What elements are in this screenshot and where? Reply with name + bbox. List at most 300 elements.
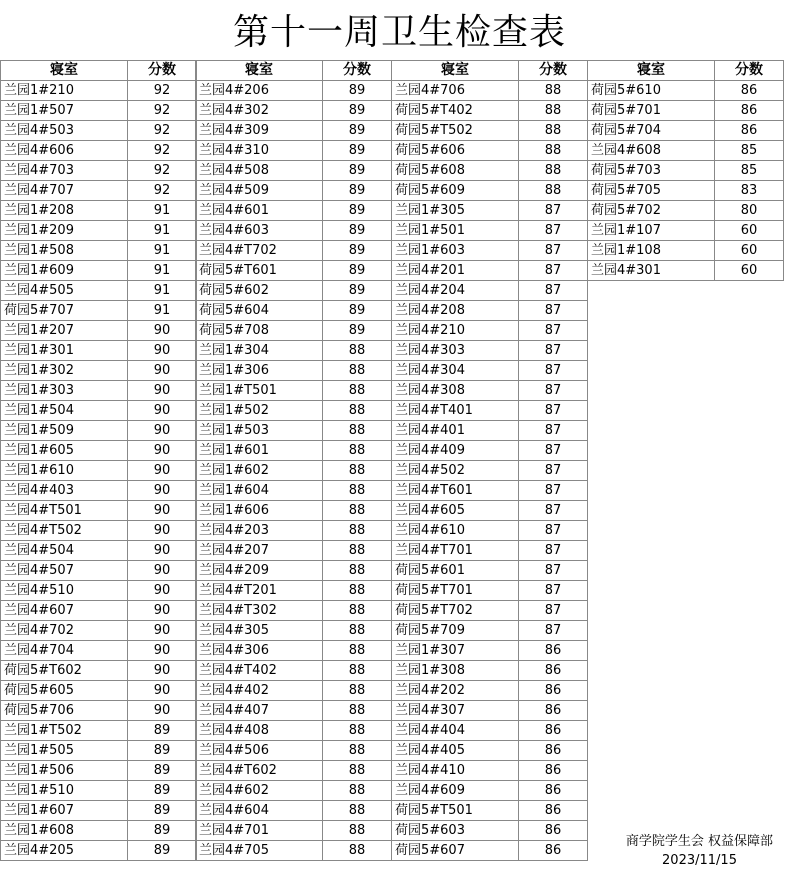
score-cell: 90 <box>128 341 197 361</box>
score-cell: 89 <box>128 801 197 821</box>
table-row <box>392 501 588 521</box>
room-cell: 兰园1#308 <box>392 661 519 681</box>
score-cell: 91 <box>128 301 197 321</box>
room-cell: 兰园4#305 <box>196 621 323 641</box>
table-row <box>392 221 588 241</box>
room-cell: 兰园4#403 <box>1 481 128 501</box>
score-cell: 89 <box>323 181 392 201</box>
score-cell: 88 <box>323 781 392 801</box>
table-row <box>196 681 392 701</box>
score-cell: 89 <box>128 721 197 741</box>
score-cell: 88 <box>323 601 392 621</box>
room-cell: 兰园4#208 <box>392 301 519 321</box>
room-cell: 兰园4#610 <box>392 521 519 541</box>
table-row <box>196 121 392 141</box>
score-cell: 86 <box>519 801 588 821</box>
score-table-col-2 <box>195 60 392 861</box>
score-cell: 88 <box>323 421 392 441</box>
table-row <box>392 161 588 181</box>
table-row <box>392 341 588 361</box>
score-cell: 87 <box>519 241 588 261</box>
table-row <box>196 441 392 461</box>
room-cell: 荷园5#708 <box>196 321 323 341</box>
table-row <box>1 441 197 461</box>
score-cell: 86 <box>519 641 588 661</box>
table-row <box>196 281 392 301</box>
table-row <box>196 201 392 221</box>
table-row <box>196 341 392 361</box>
score-cell: 89 <box>128 841 197 861</box>
room-cell: 荷园5#T702 <box>392 601 519 621</box>
score-cell: 91 <box>128 281 197 301</box>
score-cell: 88 <box>323 341 392 361</box>
table-header-row <box>1 61 197 81</box>
table-row <box>1 201 197 221</box>
score-cell: 83 <box>715 181 784 201</box>
room-cell: 兰园4#301 <box>588 261 715 281</box>
table-row <box>1 681 197 701</box>
room-cell: 兰园1#301 <box>1 341 128 361</box>
table-header-row <box>392 61 588 81</box>
room-cell: 兰园1#604 <box>196 481 323 501</box>
table-row <box>588 221 784 241</box>
room-cell: 兰园1#108 <box>588 241 715 261</box>
room-cell: 兰园1#608 <box>1 821 128 841</box>
table-row <box>1 781 197 801</box>
score-cell: 89 <box>323 101 392 121</box>
score-cell: 87 <box>519 481 588 501</box>
score-cell: 88 <box>323 441 392 461</box>
room-cell: 兰园4#307 <box>392 701 519 721</box>
score-cell: 90 <box>128 361 197 381</box>
score-cell: 90 <box>128 461 197 481</box>
table-row <box>1 381 197 401</box>
score-cell: 86 <box>519 841 588 861</box>
room-cell: 兰园4#705 <box>196 841 323 861</box>
score-cell: 87 <box>519 541 588 561</box>
score-cell: 88 <box>323 521 392 541</box>
header-room: 寝室 <box>1 61 128 81</box>
room-cell: 兰园1#507 <box>1 101 128 121</box>
room-cell: 兰园1#307 <box>392 641 519 661</box>
score-cell: 88 <box>323 361 392 381</box>
score-table-col-3 <box>391 60 588 861</box>
table-row <box>196 721 392 741</box>
table-row <box>588 241 784 261</box>
table-row <box>196 501 392 521</box>
table-row <box>392 701 588 721</box>
table-row <box>1 801 197 821</box>
header-score: 分数 <box>128 61 197 81</box>
score-cell: 88 <box>323 821 392 841</box>
room-cell: 兰园4#204 <box>392 281 519 301</box>
score-cell: 88 <box>323 801 392 821</box>
room-cell: 兰园4#308 <box>392 381 519 401</box>
table-row <box>392 481 588 501</box>
score-cell: 60 <box>715 221 784 241</box>
table-row <box>1 741 197 761</box>
room-cell: 兰园1#208 <box>1 201 128 221</box>
room-cell: 兰园1#506 <box>1 761 128 781</box>
score-cell: 86 <box>519 721 588 741</box>
room-cell: 兰园4#T602 <box>196 761 323 781</box>
table-row <box>588 261 784 281</box>
score-cell: 88 <box>519 81 588 101</box>
room-cell: 兰园4#207 <box>196 541 323 561</box>
room-cell: 荷园5#706 <box>1 701 128 721</box>
score-cell: 88 <box>323 641 392 661</box>
table-row <box>1 761 197 781</box>
room-cell: 兰园1#505 <box>1 741 128 761</box>
table-row <box>196 801 392 821</box>
score-cell: 90 <box>128 681 197 701</box>
table-row <box>1 841 197 861</box>
table-row <box>1 121 197 141</box>
room-cell: 兰园1#209 <box>1 221 128 241</box>
score-cell: 87 <box>519 461 588 481</box>
table-row <box>1 321 197 341</box>
score-cell: 88 <box>323 661 392 681</box>
table-row <box>392 141 588 161</box>
header-score: 分数 <box>519 61 588 81</box>
score-cell: 87 <box>519 381 588 401</box>
room-cell: 兰园4#T601 <box>392 481 519 501</box>
score-cell: 89 <box>323 261 392 281</box>
table-row <box>196 561 392 581</box>
room-cell: 荷园5#608 <box>392 161 519 181</box>
room-cell: 兰园4#402 <box>196 681 323 701</box>
score-cell: 90 <box>128 701 197 721</box>
footer <box>600 832 799 870</box>
score-cell: 88 <box>323 721 392 741</box>
score-cell: 89 <box>323 81 392 101</box>
footer-org: 商学院学生会 权益保障部 <box>625 834 774 849</box>
room-cell: 兰园4#507 <box>1 561 128 581</box>
table-row <box>1 101 197 121</box>
table-header-row <box>588 61 784 81</box>
room-cell: 兰园4#401 <box>392 421 519 441</box>
table-row <box>392 101 588 121</box>
score-cell: 90 <box>128 421 197 441</box>
table-row <box>392 241 588 261</box>
room-cell: 荷园5#602 <box>196 281 323 301</box>
score-cell: 88 <box>323 481 392 501</box>
score-cell: 90 <box>128 481 197 501</box>
score-cell: 87 <box>519 441 588 461</box>
table-row <box>1 141 197 161</box>
table-row <box>196 401 392 421</box>
table-row <box>392 361 588 381</box>
score-cell: 89 <box>128 821 197 841</box>
score-cell: 89 <box>128 781 197 801</box>
room-cell: 荷园5#T502 <box>392 121 519 141</box>
table-row <box>1 241 197 261</box>
table-row <box>392 301 588 321</box>
room-cell: 兰园4#T701 <box>392 541 519 561</box>
room-cell: 兰园1#303 <box>1 381 128 401</box>
table-row <box>1 261 197 281</box>
room-cell: 兰园1#502 <box>196 401 323 421</box>
score-cell: 88 <box>323 701 392 721</box>
table-row <box>392 761 588 781</box>
room-cell: 兰园4#504 <box>1 541 128 561</box>
table-row <box>1 461 197 481</box>
table-row <box>392 801 588 821</box>
score-cell: 89 <box>323 321 392 341</box>
room-cell: 兰园1#207 <box>1 321 128 341</box>
score-cell: 87 <box>519 501 588 521</box>
table-row <box>588 141 784 161</box>
table-row <box>1 641 197 661</box>
score-cell: 90 <box>128 661 197 681</box>
table-row <box>196 221 392 241</box>
score-cell: 87 <box>519 341 588 361</box>
room-cell: 荷园5#609 <box>392 181 519 201</box>
score-cell: 90 <box>128 621 197 641</box>
table-row <box>392 381 588 401</box>
score-cell: 88 <box>323 501 392 521</box>
table-row <box>392 81 588 101</box>
score-cell: 88 <box>519 161 588 181</box>
table-row <box>196 161 392 181</box>
score-cell: 90 <box>128 521 197 541</box>
score-cell: 87 <box>519 321 588 341</box>
table-row <box>392 661 588 681</box>
room-cell: 兰园4#209 <box>196 561 323 581</box>
room-cell: 荷园5#603 <box>392 821 519 841</box>
score-cell: 80 <box>715 201 784 221</box>
table-row <box>196 81 392 101</box>
table-row <box>196 261 392 281</box>
room-cell: 荷园5#605 <box>1 681 128 701</box>
room-cell: 兰园4#505 <box>1 281 128 301</box>
room-cell: 兰园1#306 <box>196 361 323 381</box>
table-row <box>1 281 197 301</box>
room-cell: 兰园1#606 <box>196 501 323 521</box>
table-row <box>196 781 392 801</box>
table-row <box>1 501 197 521</box>
score-cell: 88 <box>519 181 588 201</box>
room-cell: 荷园5#T602 <box>1 661 128 681</box>
table-row <box>588 101 784 121</box>
table-row <box>392 841 588 861</box>
room-cell: 兰园4#706 <box>392 81 519 101</box>
room-cell: 兰园4#510 <box>1 581 128 601</box>
score-cell: 87 <box>519 281 588 301</box>
table-row <box>588 121 784 141</box>
room-cell: 兰园4#T501 <box>1 501 128 521</box>
table-row <box>588 161 784 181</box>
table-row <box>196 381 392 401</box>
room-cell: 兰园1#610 <box>1 461 128 481</box>
score-cell: 86 <box>519 741 588 761</box>
room-cell: 兰园4#306 <box>196 641 323 661</box>
table-row <box>588 181 784 201</box>
score-cell: 90 <box>128 501 197 521</box>
score-cell: 88 <box>519 141 588 161</box>
table-row <box>392 541 588 561</box>
score-cell: 87 <box>519 521 588 541</box>
score-cell: 90 <box>128 381 197 401</box>
room-cell: 兰园4#303 <box>392 341 519 361</box>
score-table-col-1 <box>0 60 197 861</box>
table-row <box>1 401 197 421</box>
score-cell: 89 <box>128 741 197 761</box>
table-row <box>196 141 392 161</box>
room-cell: 荷园5#T701 <box>392 581 519 601</box>
room-cell: 兰园1#504 <box>1 401 128 421</box>
room-cell: 兰园1#305 <box>392 201 519 221</box>
room-cell: 兰园4#407 <box>196 701 323 721</box>
table-row <box>392 461 588 481</box>
room-cell: 荷园5#607 <box>392 841 519 861</box>
page-title: 第十一周卫生检查表 <box>232 12 566 53</box>
room-cell: 兰园4#T201 <box>196 581 323 601</box>
table-row <box>1 701 197 721</box>
score-cell: 90 <box>128 601 197 621</box>
score-cell: 87 <box>519 361 588 381</box>
room-cell: 兰园4#309 <box>196 121 323 141</box>
room-cell: 兰园4#302 <box>196 101 323 121</box>
table-row <box>196 621 392 641</box>
room-cell: 荷园5#702 <box>588 201 715 221</box>
room-cell: 兰园1#609 <box>1 261 128 281</box>
score-cell: 87 <box>519 401 588 421</box>
table-row <box>1 821 197 841</box>
room-cell: 兰园4#404 <box>392 721 519 741</box>
score-cell: 88 <box>323 541 392 561</box>
room-cell: 荷园5#701 <box>588 101 715 121</box>
table-row <box>1 541 197 561</box>
score-cell: 90 <box>128 321 197 341</box>
score-cell: 88 <box>519 121 588 141</box>
score-cell: 85 <box>715 141 784 161</box>
room-cell: 兰园4#701 <box>196 821 323 841</box>
table-row <box>1 181 197 201</box>
table-row <box>196 701 392 721</box>
table-row <box>196 481 392 501</box>
room-cell: 荷园5#704 <box>588 121 715 141</box>
table-row <box>392 561 588 581</box>
room-cell: 兰园4#T401 <box>392 401 519 421</box>
score-cell: 86 <box>715 121 784 141</box>
table-row <box>392 421 588 441</box>
room-cell: 兰园1#503 <box>196 421 323 441</box>
room-cell: 兰园4#210 <box>392 321 519 341</box>
score-cell: 86 <box>715 101 784 121</box>
table-row <box>392 521 588 541</box>
table-row <box>196 581 392 601</box>
score-cell: 90 <box>128 561 197 581</box>
room-cell: 兰园1#508 <box>1 241 128 261</box>
table-row <box>392 281 588 301</box>
table-row <box>392 321 588 341</box>
table-row <box>1 661 197 681</box>
score-table-col-4 <box>587 60 784 281</box>
room-cell: 荷园5#T601 <box>196 261 323 281</box>
score-cell: 90 <box>128 441 197 461</box>
table-row <box>1 341 197 361</box>
score-cell: 89 <box>323 221 392 241</box>
table-row <box>1 581 197 601</box>
table-row <box>392 641 588 661</box>
score-cell: 88 <box>323 401 392 421</box>
table-row <box>1 221 197 241</box>
header-room: 寝室 <box>196 61 323 81</box>
table-row <box>196 741 392 761</box>
table-row <box>392 581 588 601</box>
table-row <box>196 301 392 321</box>
table-row <box>196 241 392 261</box>
room-cell: 兰园1#T501 <box>196 381 323 401</box>
room-cell: 兰园4#304 <box>392 361 519 381</box>
table-row <box>392 681 588 701</box>
score-cell: 88 <box>519 101 588 121</box>
score-cell: 87 <box>519 621 588 641</box>
room-cell: 兰园4#508 <box>196 161 323 181</box>
room-cell: 兰园1#607 <box>1 801 128 821</box>
table-row <box>1 721 197 741</box>
room-cell: 兰园4#T402 <box>196 661 323 681</box>
header-score: 分数 <box>323 61 392 81</box>
score-cell: 87 <box>519 581 588 601</box>
table-row <box>196 661 392 681</box>
room-cell: 兰园4#601 <box>196 201 323 221</box>
room-cell: 兰园1#304 <box>196 341 323 361</box>
score-cell: 89 <box>323 241 392 261</box>
footer-date: 2023/11/15 <box>662 853 737 868</box>
score-cell: 88 <box>323 621 392 641</box>
room-cell: 兰园4#603 <box>196 221 323 241</box>
room-cell: 兰园1#605 <box>1 441 128 461</box>
room-cell: 荷园5#610 <box>588 81 715 101</box>
table-row <box>196 521 392 541</box>
table-row <box>1 621 197 641</box>
room-cell: 兰园1#603 <box>392 241 519 261</box>
score-cell: 90 <box>128 401 197 421</box>
score-cell: 91 <box>128 201 197 221</box>
score-cell: 87 <box>519 261 588 281</box>
room-cell: 兰园4#206 <box>196 81 323 101</box>
room-cell: 荷园5#707 <box>1 301 128 321</box>
score-cell: 88 <box>323 561 392 581</box>
table-row <box>392 821 588 841</box>
table-row <box>196 461 392 481</box>
score-cell: 89 <box>323 161 392 181</box>
room-cell: 兰园4#605 <box>392 501 519 521</box>
score-cell: 88 <box>323 581 392 601</box>
room-cell: 兰园1#107 <box>588 221 715 241</box>
room-cell: 兰园4#201 <box>392 261 519 281</box>
table-row <box>392 781 588 801</box>
score-cell: 90 <box>128 581 197 601</box>
table-row <box>392 201 588 221</box>
room-cell: 兰园4#704 <box>1 641 128 661</box>
score-cell: 88 <box>323 461 392 481</box>
table-row <box>392 441 588 461</box>
table-row <box>392 601 588 621</box>
table-row <box>196 761 392 781</box>
room-cell: 兰园4#203 <box>196 521 323 541</box>
table-row <box>1 361 197 381</box>
table-row <box>196 821 392 841</box>
score-cell: 89 <box>323 301 392 321</box>
room-cell: 兰园1#602 <box>196 461 323 481</box>
room-cell: 兰园1#T502 <box>1 721 128 741</box>
room-cell: 兰园4#409 <box>392 441 519 461</box>
score-cell: 88 <box>323 381 392 401</box>
table-row <box>392 741 588 761</box>
